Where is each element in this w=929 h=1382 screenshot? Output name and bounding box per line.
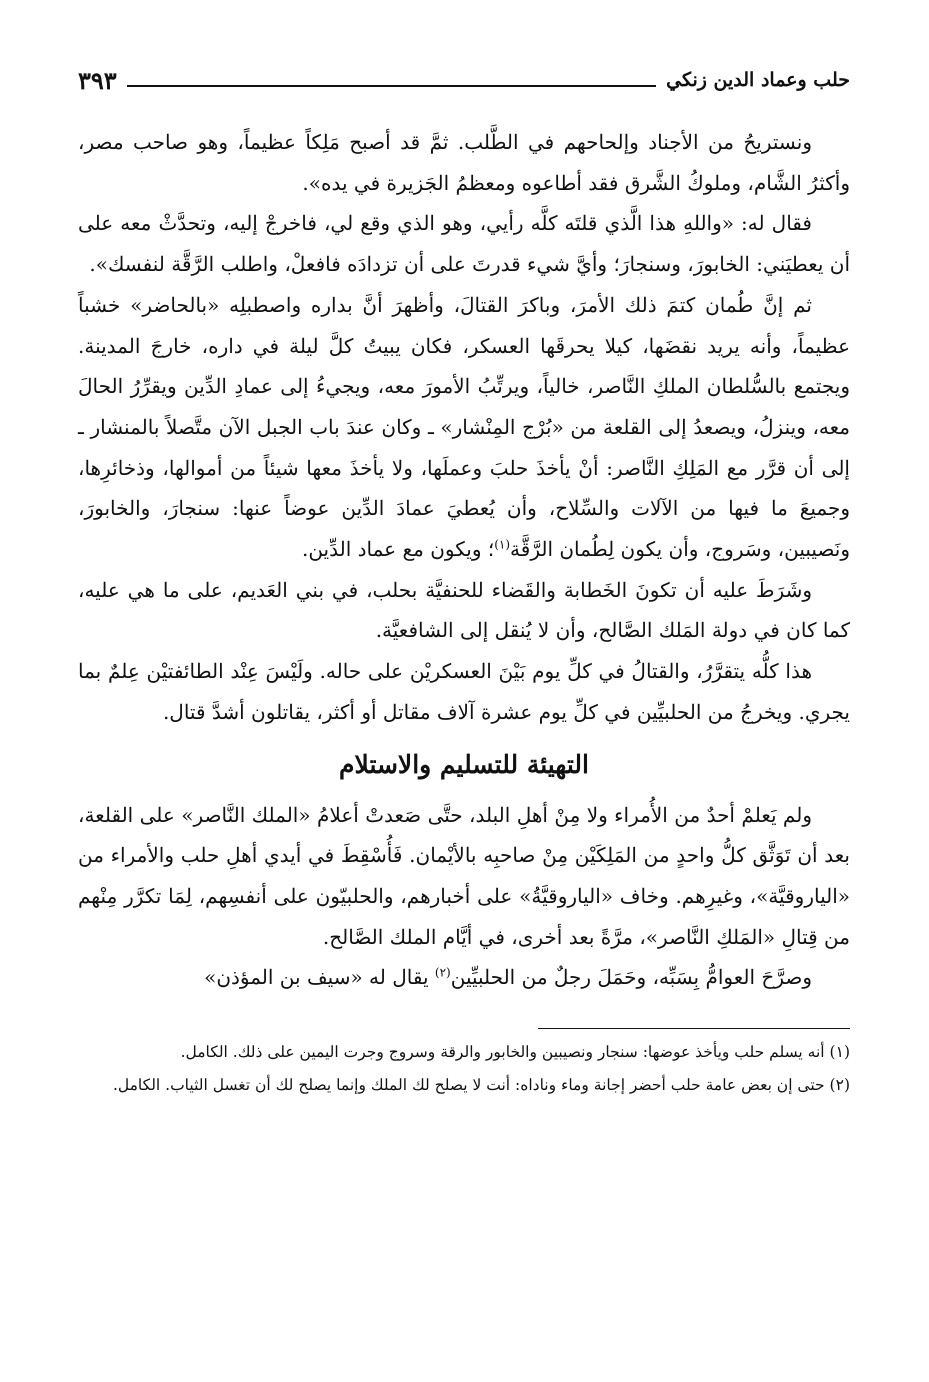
page-number: ٣٩٣ <box>78 65 117 95</box>
paragraph: ونستريحُ من الأجناد وإلحاحهم في الطَّلب. ثمَّ قد أصبح مَلِكاً عظيماً، وهو صاحب مصر، وأكثرُ الشَّام، وملوكُ الشَّرق فقد أطاعوه ومعظمُ الجَزيرة في يده». <box>78 130 850 195</box>
paragraph: ولم يَعلمْ أحدٌ من الأُمراء ولا مِنْ أهلِ البلد، حتَّى صَعدتْ أعلامُ «الملك النَّاصر» على القلعة، بعد أن تَوَثَّق كلُّ واحدٍ من المَلِكَيْن مِنْ صاحبِه بالأيْمان. فَأُسْقِطَ في أيدي أهلِ حلب والأمراء من «الياروقيَّة»، وغيرِهم. وخاف «الياروقيَّةُ» على أخبارهم، والحلبيّون على أنفسِهم، لِمَا تكرَّر مِنْهم من قِتالِ «المَلكِ النَّاصر»، مرَّةً بعد أخرى، في أيَّام الملك الصَّالح. <box>78 802 850 949</box>
footnote-ref: (١) <box>494 537 511 552</box>
paragraph-text: ثم إنَّ طُمان كتمَ ذلك الأمرَ، وباكرَ القتالَ، وأظهرَ أنَّ بداره واصطبلِه «بالحاضر» خشباً عظيماً، وأنه يريد نقضَها، كيلا يحرقَها العسكر، فكان يبيتُ كلَّ ليلة في داره، خارجَ المدينة. ويجتمع بالسُّلطان الملكِ النَّاصر، خالياً، ويرتِّبُ الأمورَ معه، ويجيءُ إلى عمادِ الدِّين ويقرِّرُ الحالَ معه، وينزلُ، ويصعدُ إلى القلعة من «بُرْج المِنْشار» ـ وكان عندَ باب الجبل الآن متَّصلاً بالمنشار ـ إلى أن قرَّر مع المَلِكِ النَّاصر: أنْ يأخذَ حلبَ وعملَها، ولا يأخذَ معها شيئاً من أموالها، وذخائرِها، وجميعَ ما فيها من الآلات والسِّلاح، وأن يُعطيَ عمادَ الدِّين عوضاً عنها: سنجارَ، والخابورَ، ونَصيبين، وسَروج، وأن يكون لِطُمان الرَّقَّة <box>78 292 850 562</box>
paragraph <box>78 957 850 998</box>
running-title: حلب وعماد الدين زنكي <box>666 69 850 91</box>
paragraph-text: وصرَّحَ العوامُّ بِسَبِّه، وحَمَلَ رجلٌ من الحلبيِّين <box>450 965 812 990</box>
header-rule <box>127 85 656 87</box>
paragraph-text: يقال له «سيف بن المؤذن» <box>204 965 435 990</box>
paragraph: هذا كلُّه يتقرَّرُ، والقتالُ في كلِّ يوم بَيْنَ العسكريْن على حاله. ولَيْسَ عِنْد الطائفتيْن عِلمٌ بما يجري. ويخرجُ من الحلبيِّين في كلِّ يوم عشرة آلاف مقاتل أو أكثر، يقاتلون أشدَّ قتال. <box>78 659 850 724</box>
footnote-marker: (٢) <box>829 1076 850 1095</box>
paragraph: وشَرَطَ عليه أن تكونَ الخَطابة والقَضاء للحنفيَّة بحلب، في بني العَديم، على ما هي عليه، كما كان في دولة المَلك الصَّالح، وأن لا يُنقل إلى الشافعيَّة. <box>78 577 850 643</box>
footnote-marker: (١) <box>829 1043 850 1062</box>
book-page <box>78 52 850 1105</box>
footnote-text: أنه يسلم حلب ويأخذ عوضها: سنجار ونصيبين والخابور والرقة وسروج وجرت اليمين على ذلك. الكامل. <box>180 1043 825 1062</box>
paragraph <box>78 285 850 570</box>
footnote <box>78 1039 850 1066</box>
footnote-ref: (٢) <box>434 965 451 980</box>
footnote-divider <box>538 1028 850 1029</box>
footnotes <box>78 1039 850 1099</box>
body-text <box>78 122 850 998</box>
footnote-text: حتى إن بعض عامة حلب أحضر إجانة وماء وناداه: أنت لا يصلح لك الملك وإنما يصلح لك أن تغسل الثياب. الكامل. <box>112 1076 825 1095</box>
footnote <box>78 1072 850 1099</box>
section-title: التهيئة للتسليم والاستلام <box>339 749 589 779</box>
page-header <box>78 52 850 108</box>
paragraph-text: ؛ ويكون مع عماد الدِّين. <box>301 537 495 562</box>
paragraph: فقال له: «واللهِ هذا الَّذي قلتَه كلَّه رأيي، وهو الذي وقع لي، فاخرجْ إليه، وتحدَّثْ معه على أن يعطيَني: الخابورَ، وسنجارَ؛ وأيَّ شيء قدرتَ على أن تزدادَه فافعلْ، واطلب الرَّقَّة لنفسك». <box>78 211 850 277</box>
